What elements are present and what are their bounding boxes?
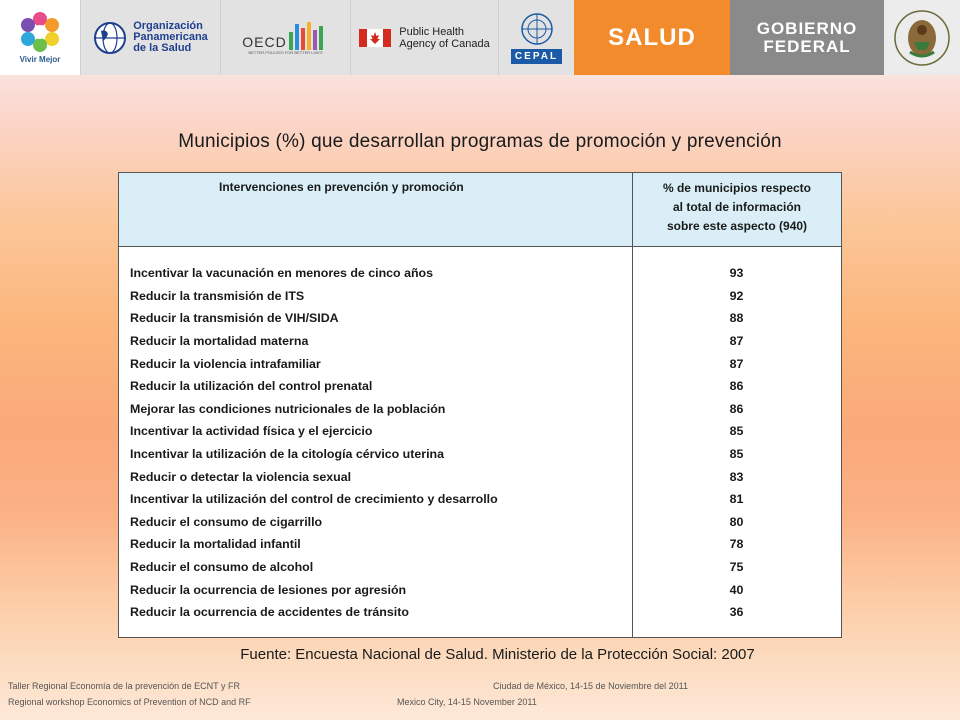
percentage-value: 83 [729, 469, 744, 484]
intervention-label: Incentivar la vacunación en menores de cinco años [130, 266, 433, 281]
oecd-bars-icon [287, 20, 329, 50]
percentage-value: 40 [729, 582, 744, 597]
table-row [119, 556, 841, 579]
percentage-value: 80 [729, 514, 744, 529]
intervention-label: Reducir la mortalidad infantil [130, 537, 301, 552]
intervention-label: Reducir el consumo de cigarrillo [130, 514, 323, 529]
intervention-label: Mejorar las condiciones nutricionales de la población [130, 401, 446, 416]
interventions-table [118, 172, 842, 638]
percentage-value: 36 [729, 605, 744, 620]
table-row [119, 262, 841, 285]
intervention-label: Reducir la transmisión de ITS [130, 288, 305, 303]
footer-line2-right: Mexico City, 14-15 November 2011 [397, 697, 537, 707]
header-percentage [633, 179, 841, 236]
phac-name [399, 26, 490, 50]
percentage-value: 86 [729, 379, 744, 394]
table-header [119, 173, 841, 247]
percentage-value: 87 [729, 356, 744, 371]
intervention-label: Reducir la violencia intrafamiliar [130, 356, 321, 371]
slide-title: Municipios (%) que desarrollan programas de promoción y prevención [178, 131, 782, 152]
globe-icon [93, 21, 127, 55]
salud-logo [574, 0, 730, 75]
ops-line1: Organización [133, 20, 203, 32]
footer-line2-left: Regional workshop Economics of Prevention of NCD and RF [8, 697, 251, 707]
percentage-value: 85 [729, 424, 744, 439]
intervention-label: Incentivar la utilización de la citología cérvico uterina [130, 447, 444, 462]
percentage-value: 87 [729, 334, 744, 349]
table-row [119, 375, 841, 398]
header-interventions: Intervenciones en prevención y promoción [219, 180, 464, 194]
source-note [0, 646, 960, 663]
table-row [119, 511, 841, 534]
canada-flag-icon [359, 29, 391, 47]
table-row [119, 465, 841, 488]
gobierno-federal-logo [730, 0, 884, 75]
header-percentage-line2: al total de información [672, 200, 801, 214]
header-percentage-line3: sobre este aspecto (940) [666, 219, 808, 233]
gobierno-line2: FEDERAL [763, 36, 851, 56]
gobierno-line1: GOBIERNO [756, 18, 858, 38]
un-emblem-icon [520, 12, 554, 46]
intervention-label: Reducir la mortalidad materna [130, 334, 309, 349]
intervention-label: Reducir la transmisión de VIH/SIDA [130, 311, 339, 326]
vivir-mejor-label: Vivir Mejor [19, 55, 61, 64]
ops-line2: Panamericana [133, 31, 208, 43]
percentage-value: 81 [729, 492, 744, 507]
intervention-label: Reducir la ocurrencia de accidentes de tránsito [130, 605, 409, 620]
intervention-label: Reducir la ocurrencia de lesiones por agresión [130, 582, 407, 597]
intervention-label: Incentivar la actividad física y el ejercicio [130, 424, 373, 439]
percentage-value: 78 [729, 537, 744, 552]
oecd-word: OECD [242, 34, 287, 50]
table-row [119, 578, 841, 601]
table-row [119, 330, 841, 353]
phac-line1: Public Health [399, 25, 465, 38]
table-row [119, 443, 841, 466]
phac-logo [350, 0, 498, 75]
intervention-label: Reducir o detectar la violencia sexual [130, 469, 352, 484]
phac-line2: Agency of Canada [399, 37, 490, 50]
table-row [119, 533, 841, 556]
ops-logo [80, 0, 220, 75]
table-row [119, 420, 841, 443]
footer-line1-right: Ciudad de México, 14-15 de Noviembre del 2011 [493, 681, 688, 691]
table-row [119, 601, 841, 624]
ops-name [133, 21, 208, 54]
table-row [119, 488, 841, 511]
mexico-coat-of-arms-icon [892, 8, 952, 68]
oecd-mark [242, 20, 328, 50]
mexico-emblem-logo [884, 0, 960, 75]
percentage-value: 85 [729, 447, 744, 462]
table-row [119, 352, 841, 375]
cepal-logo [498, 0, 574, 75]
table-row [119, 307, 841, 330]
percentage-value: 86 [729, 401, 744, 416]
percentage-value: 75 [729, 560, 744, 575]
cepal-word: CEPAL [511, 49, 562, 64]
percentage-value: 93 [729, 266, 744, 281]
footer-line1-left: Taller Regional Economía de la prevención de ECNT y FR [8, 681, 240, 691]
header-percentage-line1: % de municipios respecto [662, 181, 812, 195]
intervention-label: Reducir el consumo de alcohol [130, 560, 314, 575]
intervention-label: Reducir la utilización del control prenatal [130, 379, 373, 394]
oecd-logo [220, 0, 350, 75]
salud-word: SALUD [608, 23, 696, 51]
percentage-value: 88 [729, 311, 744, 326]
oecd-tagline: BETTER POLICIES FOR BETTER LIVES [248, 50, 323, 55]
table-body [119, 262, 841, 624]
vivir-mejor-logo [0, 0, 80, 75]
ops-line3: de la Salud [133, 42, 192, 54]
table-row [119, 285, 841, 308]
source-text: Fuente: Encuesta Nacional de Salud. Ministerio de la Protección Social: 2007 [240, 646, 755, 663]
vivir-mejor-flower-icon [19, 11, 61, 53]
percentage-value: 92 [729, 288, 744, 303]
logo-bar [0, 0, 960, 75]
intervention-label: Incentivar la utilización del control de crecimiento y desarrollo [130, 492, 498, 507]
table-row [119, 398, 841, 421]
